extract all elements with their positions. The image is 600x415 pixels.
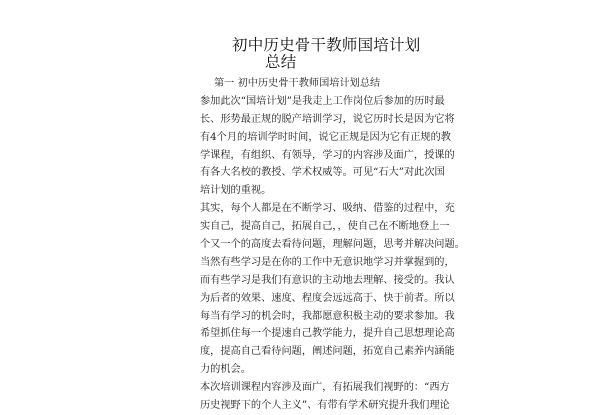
document-body	[200, 75, 465, 415]
paragraph-line: 培计划的重视。	[200, 185, 272, 197]
paragraph-line: 有4个月的培训学时时间，说它正规是因为它有正规的教	[200, 131, 451, 143]
paragraph-line: 参加此次“国培计划”是我走上工作岗位后参加的历时最	[200, 95, 445, 107]
title-line-1: 初中历史骨干教师国培计划	[232, 36, 421, 54]
paragraph-line: 长、形势最正规的脱产培训学习，说它历时长是因为它将	[200, 113, 455, 125]
paragraph-line: 学课程，有组织、有领导，学习的内容涉及面广，授课的	[200, 149, 455, 161]
paragraph-line: 希望抓住每一个提速自己教学能力，提升自己思想理论高	[200, 328, 455, 340]
paragraph-line: 其实，每个人都是在不断学习、吸纳、借鉴的过程中，充	[200, 203, 455, 215]
paragraph-line: 个又一个的高度去看待问题，理解问题，思考并解决问题。	[200, 239, 465, 251]
paragraph-line: 每当有学习的机会时，我都愿意积极主动的要求参加。我	[200, 310, 455, 322]
paragraph-line: 为后者的效果、速度、程度会远远高于、快于前者。所以	[200, 292, 455, 304]
paragraph-line: 而有些学习是我们有意识的主动地去理解、接受的。我认	[200, 274, 455, 286]
paragraph-line: 有各大名校的教授、学术权威等。可见“石大”对此次国	[200, 167, 445, 179]
paragraph-line: 本次培训课程内容涉及面广，有拓展我们视野的：“西方	[200, 382, 450, 394]
paragraph-line: 力的机会。	[200, 364, 251, 376]
paragraph-line: 当然有些学习是在你的工作中无意识地学习并掌握到的，	[200, 256, 455, 268]
paragraph-line: 实自己，提高自己，拓展自己，，使自己在不断地登上一	[200, 221, 450, 233]
paragraph-line: 历史视野下的个人主义”、有带有学术研究提升我们理论	[200, 400, 450, 412]
title-line-2: 总结	[265, 53, 297, 71]
section-heading: 第一 初中历史骨干教师国培计划总结	[214, 78, 381, 89]
document-title	[232, 36, 421, 71]
paragraph-line: 度，提高自己看待问题，阐述问题，拓宽自己素养内涵能	[200, 346, 455, 358]
